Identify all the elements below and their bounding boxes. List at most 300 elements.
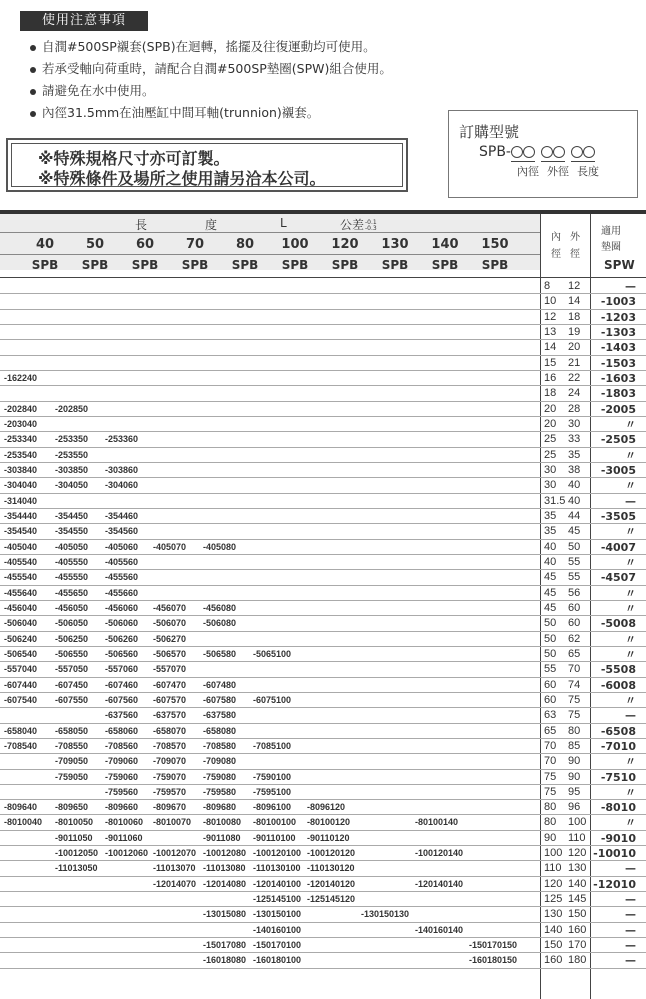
- outer-diameter-value: 38: [568, 463, 581, 476]
- inner-diameter-value: 45: [544, 571, 557, 584]
- note-item: [30, 80, 392, 102]
- part-number-cell: -658070: [153, 725, 187, 736]
- part-number-cell: -150170150: [469, 940, 518, 951]
- outer-diameter-value: 75: [568, 709, 581, 722]
- length-column-heading: 40: [35, 237, 55, 252]
- bullet-icon: [30, 89, 36, 95]
- circle-icon: [523, 146, 535, 158]
- table-row: [0, 279, 646, 294]
- spb-column-heading: SPB: [381, 258, 409, 272]
- part-number-cell: -405050: [55, 541, 89, 552]
- outer-diameter-value: 22: [568, 371, 581, 384]
- part-number-cell: -557060: [105, 664, 139, 675]
- order-code-legend: [517, 163, 607, 179]
- length-column-heading: 120: [331, 237, 359, 252]
- part-number-cell: -354560: [105, 526, 139, 537]
- spw-value: 〃: [625, 479, 636, 493]
- table-row: [0, 524, 646, 539]
- part-number-cell: -8010080: [203, 817, 242, 828]
- degree-heading: 度: [205, 218, 218, 232]
- part-number-cell: -120140120: [307, 878, 356, 889]
- length-column-heading: 80: [235, 237, 255, 252]
- inner-label: 內: [551, 232, 561, 243]
- inner-diameter-value: 25: [544, 433, 557, 446]
- spw-value: -7510: [600, 770, 636, 784]
- part-number-cell: -12014070: [153, 878, 197, 889]
- length-placeholder: [571, 144, 595, 162]
- note-item: [30, 36, 392, 58]
- spw-value: —: [625, 893, 636, 907]
- table-row: [0, 570, 646, 585]
- table-row: [0, 417, 646, 432]
- outer-diameter-value: 12: [568, 280, 581, 292]
- part-number-cell: -303860: [105, 464, 139, 475]
- table-row: [0, 448, 646, 463]
- table-row: [0, 877, 646, 892]
- spw-value: -5008: [600, 617, 636, 631]
- outer-diameter-value: 50: [568, 540, 581, 553]
- inner-diameter-value: 16: [544, 371, 557, 384]
- spb-column-heading: SPB: [81, 258, 109, 272]
- outer-diameter-value: 145: [568, 893, 587, 906]
- part-number-cell: -130150100: [253, 909, 302, 920]
- diameter-label-inner: 徑: [551, 249, 561, 260]
- applicable-heading: 適用: [601, 226, 621, 237]
- spw-value: —: [625, 494, 636, 508]
- spb-column-heading: SPB: [181, 258, 209, 272]
- part-number-cell: -607450: [55, 679, 89, 690]
- tolerance-upper: -0.1: [365, 218, 377, 226]
- part-number-cell: -607570: [153, 694, 187, 705]
- inner-diameter-value: 130: [544, 908, 563, 921]
- part-number-cell: -100120120: [307, 848, 356, 859]
- part-number-cell: -709080: [203, 756, 237, 767]
- table-row: [0, 540, 646, 555]
- part-number-cell: -304060: [105, 480, 139, 491]
- legend-length: 長度: [577, 165, 599, 178]
- part-number-cell: -455640: [4, 587, 38, 598]
- outer-diameter-value: 95: [568, 785, 581, 798]
- note-text: 若承受軸向荷重時，請配合自潤#500SP墊圈(SPW)組合使用。: [42, 61, 392, 76]
- part-number-cell: -708580: [203, 740, 237, 751]
- outer-diameter-value: 160: [568, 923, 587, 936]
- table-row: [0, 402, 646, 417]
- part-number-cell: -10012070: [153, 848, 197, 859]
- part-number-cell: -809650: [55, 802, 89, 813]
- inner-diameter-value: 63: [544, 709, 557, 722]
- inner-diameter-value: 80: [544, 801, 557, 814]
- part-number-cell: -7085100: [253, 740, 292, 751]
- table-row: [0, 432, 646, 447]
- table-row: [0, 601, 646, 616]
- part-number-cell: -100120140: [415, 848, 464, 859]
- spw-value: -9010: [600, 831, 636, 845]
- spb-column-heading: SPB: [331, 258, 359, 272]
- inner-diameter-heading: [551, 228, 561, 243]
- part-number-cell: -7590100: [253, 771, 292, 782]
- outer-diameter-value: 45: [568, 525, 581, 538]
- spw-value: 〃: [625, 632, 636, 646]
- part-number-cell: -759050: [55, 771, 89, 782]
- part-number-cell: -456080: [203, 602, 237, 613]
- length-column-heading: 130: [381, 237, 409, 252]
- spw-value: -6008: [600, 678, 636, 692]
- part-number-cell: -80100100: [253, 817, 297, 828]
- table-row: [0, 310, 646, 325]
- part-number-cell: -455560: [105, 572, 139, 583]
- part-number-cell: -607580: [203, 694, 237, 705]
- inner-diameter-value: 70: [544, 755, 557, 768]
- part-number-cell: -506250: [55, 633, 89, 644]
- part-number-cell: -506060: [105, 618, 139, 629]
- part-number-cell: -8096100: [253, 802, 292, 813]
- outer-diameter-value: 56: [568, 586, 581, 599]
- circle-icon: [571, 146, 583, 158]
- table-row: [0, 616, 646, 631]
- table-row: [0, 340, 646, 355]
- spw-value: -1003: [600, 295, 636, 309]
- outer-diameter-value: 20: [568, 341, 581, 354]
- outer-diameter-value: 65: [568, 647, 581, 660]
- header-bottom-rule: [0, 277, 646, 278]
- outer-diameter-value: 120: [568, 847, 587, 860]
- part-number-cell: -253550: [55, 449, 89, 460]
- part-number-cell: -506560: [105, 648, 139, 659]
- outer-diameter-value: 90: [568, 755, 581, 768]
- part-number-cell: -658060: [105, 725, 139, 736]
- part-number-cell: -708570: [153, 740, 187, 751]
- part-number-cell: -506040: [4, 618, 38, 629]
- usage-notes: [30, 36, 392, 124]
- outer-diameter-value: 96: [568, 801, 581, 814]
- tolerance-heading: [340, 216, 377, 233]
- circle-icon: [511, 146, 523, 158]
- outer-diameter-value: 85: [568, 739, 581, 752]
- table-row: [0, 678, 646, 693]
- inner-diameter-value: 8: [544, 280, 551, 292]
- spw-value: -3005: [600, 463, 636, 477]
- part-number-cell: -809680: [203, 802, 237, 813]
- part-number-cell: -405540: [4, 556, 38, 567]
- part-number-cell: -506070: [153, 618, 187, 629]
- inner-diameter-value: 60: [544, 693, 557, 706]
- part-number-cell: -809660: [105, 802, 139, 813]
- spw-value: 〃: [625, 693, 636, 707]
- outer-diameter-value: 30: [568, 417, 581, 430]
- part-number-cell: -456070: [153, 602, 187, 613]
- table-row: [0, 907, 646, 922]
- section-title: 使用注意事項: [20, 11, 148, 31]
- legend-inner: 內徑: [517, 165, 539, 178]
- inner-diameter-value: 150: [544, 939, 563, 952]
- table-row: [0, 724, 646, 739]
- table-row: [0, 861, 646, 876]
- part-number-cell: -160180100: [253, 955, 302, 966]
- spw-value: 〃: [625, 755, 636, 769]
- part-number-cell: -80100120: [307, 817, 351, 828]
- inner-diameter-value: 65: [544, 724, 557, 737]
- part-number-cell: -607470: [153, 679, 187, 690]
- part-number-cell: -8096120: [307, 802, 346, 813]
- spw-value: —: [625, 908, 636, 922]
- outer-diameter-value: 44: [568, 509, 581, 522]
- part-number-cell: -354450: [55, 510, 89, 521]
- outer-diameter-value: 55: [568, 571, 581, 584]
- part-number-cell: -708540: [4, 740, 38, 751]
- part-number-cell: -7595100: [253, 786, 292, 797]
- inner-diameter-value: 75: [544, 770, 557, 783]
- special-spec-line: ※特殊條件及場所之使用請另洽本公司。: [38, 169, 326, 188]
- part-number-cell: -202850: [55, 403, 89, 414]
- spb-column-heading: SPB: [281, 258, 309, 272]
- spw-value: 〃: [625, 555, 636, 569]
- outer-diameter-value: 110: [568, 831, 586, 844]
- part-number-cell: -506570: [153, 648, 187, 659]
- header-rule: [0, 254, 540, 255]
- outer-diameter-value: 80: [568, 724, 581, 737]
- outer-diameter-value: 74: [568, 678, 581, 691]
- part-number-cell: -253360: [105, 434, 139, 445]
- part-number-cell: -658040: [4, 725, 38, 736]
- part-number-cell: -557050: [55, 664, 89, 675]
- part-number-cell: -759070: [153, 771, 187, 782]
- part-number-cell: -354460: [105, 510, 139, 521]
- part-number-cell: -557070: [153, 664, 187, 675]
- legend-outer: 外徑: [547, 165, 569, 178]
- spw-value: -1403: [600, 341, 636, 355]
- table-row: [0, 754, 646, 769]
- spw-value: -1203: [600, 310, 636, 324]
- part-number-cell: -162240: [4, 372, 38, 383]
- part-number-cell: -809670: [153, 802, 187, 813]
- inner-diameter-value: 14: [544, 341, 557, 354]
- length-column-heading: 140: [431, 237, 459, 252]
- tolerance-lower: -0.3: [365, 224, 377, 232]
- spw-value: -12010: [593, 877, 636, 891]
- part-number-cell: -607540: [4, 694, 38, 705]
- length-heading: 長: [135, 218, 148, 232]
- part-number-cell: -506540: [4, 648, 38, 659]
- outer-diameter-value: 75: [568, 693, 581, 706]
- part-number-cell: -455550: [55, 572, 89, 583]
- spw-value: -1503: [600, 356, 636, 370]
- spw-value: -4507: [600, 571, 636, 585]
- part-number-cell: -203040: [4, 418, 38, 429]
- spw-value: 〃: [625, 785, 636, 799]
- part-number-cell: -506260: [105, 633, 139, 644]
- part-number-cell: -709060: [105, 756, 139, 767]
- note-text: 自潤#500SP襯套(SPB)在迴轉，搖擺及往復運動均可使用。: [42, 39, 376, 54]
- table-row: [0, 938, 646, 953]
- part-number-cell: -557040: [4, 664, 38, 675]
- inner-diameter-value: 30: [544, 463, 557, 476]
- part-number-cell: -708560: [105, 740, 139, 751]
- length-column-heading: 150: [481, 237, 509, 252]
- part-number-cell: -506240: [4, 633, 38, 644]
- spw-value: —: [625, 862, 636, 876]
- inner-diameter-value: 20: [544, 417, 557, 430]
- part-number-cell: -637580: [203, 710, 237, 721]
- outer-diameter-value: 150: [568, 908, 587, 921]
- header-rule: [0, 232, 540, 233]
- inner-diameter-value: 13: [544, 325, 557, 338]
- outer-diameter-value: 18: [568, 310, 581, 323]
- bullet-icon: [30, 111, 36, 117]
- part-number-cell: -10012060: [105, 848, 149, 859]
- part-number-cell: -709070: [153, 756, 187, 767]
- part-number-cell: -9011080: [203, 832, 241, 843]
- part-number-cell: -759570: [153, 786, 187, 797]
- part-number-cell: -120140100: [253, 878, 302, 889]
- outer-diameter-value: 55: [568, 555, 581, 568]
- L-heading: L: [280, 216, 287, 230]
- bullet-icon: [30, 67, 36, 73]
- part-number-cell: -8010070: [153, 817, 192, 828]
- part-number-cell: -303850: [55, 464, 89, 475]
- table-row: [0, 325, 646, 340]
- spw-value: —: [625, 280, 636, 293]
- inner-diameter-value: 125: [544, 893, 563, 906]
- table-row: [0, 371, 646, 386]
- spw-value: 〃: [625, 448, 636, 462]
- outer-diameter-value: 14: [568, 295, 581, 308]
- order-code: [479, 144, 601, 162]
- washer-heading: 墊圈: [601, 242, 621, 253]
- inner-diameter-value: 50: [544, 617, 557, 630]
- part-number-cell: -759060: [105, 771, 139, 782]
- part-number-cell: -15017080: [203, 940, 247, 951]
- outer-diameter-value: 40: [568, 479, 581, 492]
- inner-diameter-value: 80: [544, 816, 557, 829]
- inner-diameter-value: 35: [544, 509, 557, 522]
- outer-diameter-value: 70: [568, 663, 581, 676]
- inner-diameter-value: 140: [544, 923, 563, 936]
- spw-value: 〃: [625, 586, 636, 600]
- part-number-cell: -11013080: [203, 863, 246, 874]
- part-number-cell: -607550: [55, 694, 89, 705]
- outer-diameter-value: 62: [568, 632, 581, 645]
- part-number-cell: -90110100: [253, 832, 296, 843]
- spb-column-heading: SPB: [231, 258, 259, 272]
- part-number-cell: -8010050: [55, 817, 94, 828]
- inner-diameter-value: 75: [544, 785, 557, 798]
- part-number-cell: -253340: [4, 434, 38, 445]
- circle-icon: [541, 146, 553, 158]
- spw-value: -1303: [600, 325, 636, 339]
- part-number-cell: -405070: [153, 541, 187, 552]
- part-number-cell: -456060: [105, 602, 139, 613]
- spw-value: -5508: [600, 663, 636, 677]
- inner-diameter-value: 50: [544, 632, 557, 645]
- outer-diameter-value: 140: [568, 877, 587, 890]
- part-number-cell: -80100140: [415, 817, 459, 828]
- part-number-cell: -150170100: [253, 940, 302, 951]
- note-item: [30, 58, 392, 80]
- part-number-cell: -110130100: [253, 863, 301, 874]
- part-number-cell: -120140140: [415, 878, 464, 889]
- order-prefix: SPB-: [479, 144, 511, 160]
- part-number-cell: -11013070: [153, 863, 196, 874]
- note-item: [30, 102, 392, 124]
- outer-diameter-heading: [570, 228, 580, 243]
- part-number-cell: -506050: [55, 618, 89, 629]
- part-number-cell: -658050: [55, 725, 89, 736]
- spw-value: -1603: [600, 371, 636, 385]
- table-row: [0, 463, 646, 478]
- length-column-heading: 70: [185, 237, 205, 252]
- spw-value: -7010: [600, 739, 636, 753]
- inner-diameter-value: 45: [544, 601, 557, 614]
- table-row: [0, 494, 646, 509]
- part-number-cell: -405080: [203, 541, 237, 552]
- diameter-label-outer: 徑: [570, 249, 580, 260]
- part-number-cell: -658080: [203, 725, 237, 736]
- table-row: [0, 815, 646, 830]
- spw-value: -2505: [600, 433, 636, 447]
- part-number-cell: -10012050: [55, 848, 99, 859]
- outer-label: 外: [570, 232, 580, 243]
- part-number-cell: -12014080: [203, 878, 247, 889]
- part-number-cell: -809640: [4, 802, 38, 813]
- part-number-cell: -202840: [4, 403, 38, 414]
- part-number-cell: -304040: [4, 480, 38, 491]
- part-number-cell: -253540: [4, 449, 38, 460]
- outer-diameter-value: 60: [568, 601, 581, 614]
- outer-diameter-value: 19: [568, 325, 581, 338]
- part-number-cell: -455540: [4, 572, 38, 583]
- spw-value: 〃: [625, 647, 636, 661]
- table-row: [0, 831, 646, 846]
- part-number-cell: -759080: [203, 771, 237, 782]
- part-number-cell: -6075100: [253, 694, 292, 705]
- part-number-cell: -125145100: [253, 894, 302, 905]
- outer-diameter-value: 100: [568, 816, 587, 829]
- part-number-cell: -130150130: [361, 909, 410, 920]
- outer-diameter-value: 130: [568, 862, 587, 875]
- part-number-cell: -506080: [203, 618, 237, 629]
- part-number-cell: -637570: [153, 710, 187, 721]
- inner-diameter-value: 55: [544, 663, 557, 676]
- part-number-cell: -405040: [4, 541, 38, 552]
- note-text: 內徑31.5mm在油壓缸中間耳軸(trunnion)襯套。: [42, 105, 320, 120]
- inner-diameter-value: 110: [544, 862, 562, 875]
- part-number-cell: -110130120: [307, 863, 355, 874]
- part-number-cell: -13015080: [203, 909, 247, 920]
- part-number-cell: -253350: [55, 434, 89, 445]
- part-number-cell: -607460: [105, 679, 139, 690]
- part-number-cell: -405560: [105, 556, 139, 567]
- inner-diameter-value: 31.5: [544, 494, 566, 507]
- part-number-cell: -354440: [4, 510, 38, 521]
- part-number-cell: -637560: [105, 710, 139, 721]
- part-number-cell: -456050: [55, 602, 89, 613]
- spw-value: 〃: [625, 417, 636, 431]
- inner-diameter-value: 70: [544, 739, 557, 752]
- outer-diameter-value: 90: [568, 770, 581, 783]
- table-row: [0, 386, 646, 401]
- part-number-cell: -759560: [105, 786, 139, 797]
- part-number-cell: -140160140: [415, 924, 464, 935]
- outer-diameter-value: 40: [568, 494, 581, 507]
- special-spec-box: [6, 138, 408, 192]
- outer-placeholder: [541, 144, 565, 162]
- part-number-cell: -607560: [105, 694, 139, 705]
- spw-heading: SPW: [604, 258, 635, 272]
- part-number-cell: -10012080: [203, 848, 247, 859]
- part-number-cell: -8010040: [4, 817, 43, 828]
- spw-value: -6508: [600, 724, 636, 738]
- part-number-cell: -11013050: [55, 863, 98, 874]
